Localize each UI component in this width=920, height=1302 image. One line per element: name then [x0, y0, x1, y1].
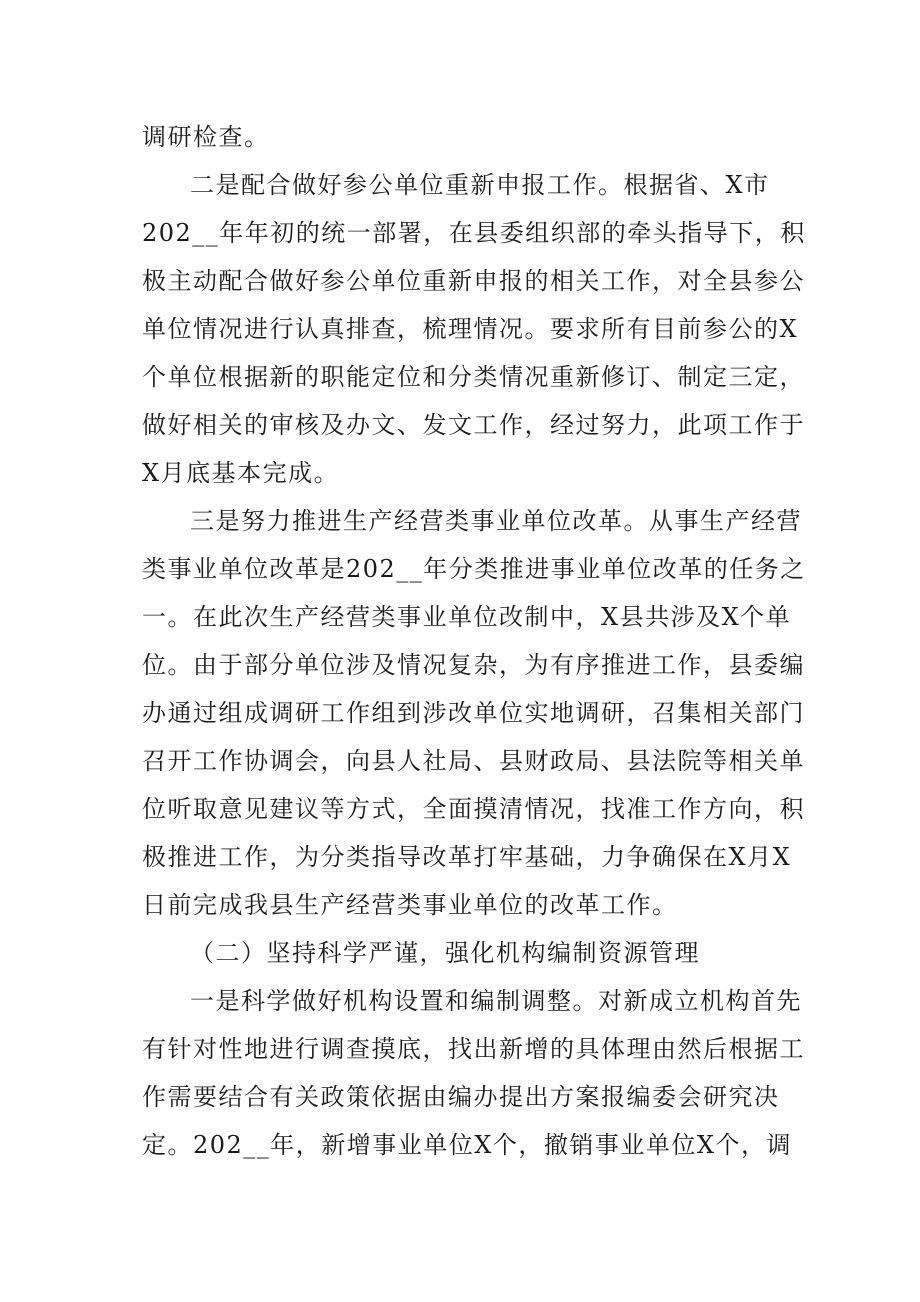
text-line: 位听取意见建议等方式，全面摸清情况，找准工作方向，积	[142, 795, 805, 823]
text-line: 办通过组成调研工作组到涉改单位实地调研，召集相关部门	[142, 699, 805, 727]
text-line: 召开工作协调会，向县人社局、县财政局、县法院等相关单	[142, 747, 805, 775]
text-line: 定。202__年，新增事业单位X个，撤销事业单位X个，调	[142, 1131, 792, 1159]
text-line: 日前完成我县生产经营类事业单位的改革工作。	[142, 891, 678, 919]
text-line: 202__年年初的统一部署，在县委组织部的牵头指导下，积	[142, 219, 806, 247]
text-line: 极推进工作，为分类指导改革打牢基础，力争确保在X月X	[142, 843, 792, 871]
text-line: 个单位根据新的职能定位和分类情况重新修订、制定三定，	[142, 363, 805, 391]
text-line: 极主动配合做好参公单位重新申报的相关工作，对全县参公	[142, 267, 805, 295]
text-line: 调研检查。	[142, 123, 270, 151]
text-line: 位。由于部分单位涉及情况复杂，为有序推进工作，县委编	[142, 651, 805, 679]
text-line: 做好相关的审核及办文、发文工作，经过努力，此项工作于	[142, 411, 805, 439]
text-line: 作需要结合有关政策依据由编办提出方案报编委会研究决	[142, 1083, 780, 1111]
text-line: 有针对性地进行调查摸底，找出新增的具体理由然后根据工	[142, 1035, 805, 1063]
paragraph-start-line: 二是配合做好参公单位重新申报工作。根据省、X市	[190, 171, 770, 199]
paragraph-start-line: 三是努力推进生产经营类事业单位改革。从事生产经营	[190, 507, 802, 535]
text-line: 一。在此次生产经营类事业单位改制中，X县共涉及X个单	[142, 603, 792, 631]
text-line: 类事业单位改革是202__年分类推进事业单位改革的任务之	[142, 555, 806, 583]
section-heading: （二）坚持科学严谨，强化机构编制资源管理	[190, 939, 700, 967]
text-line: X月底基本完成。	[142, 459, 340, 487]
paragraph-start-line: 一是科学做好机构设置和编制调整。对新成立机构首先	[190, 987, 802, 1015]
text-line: 单位情况进行认真排查，梳理情况。要求所有目前参公的X	[142, 315, 799, 343]
